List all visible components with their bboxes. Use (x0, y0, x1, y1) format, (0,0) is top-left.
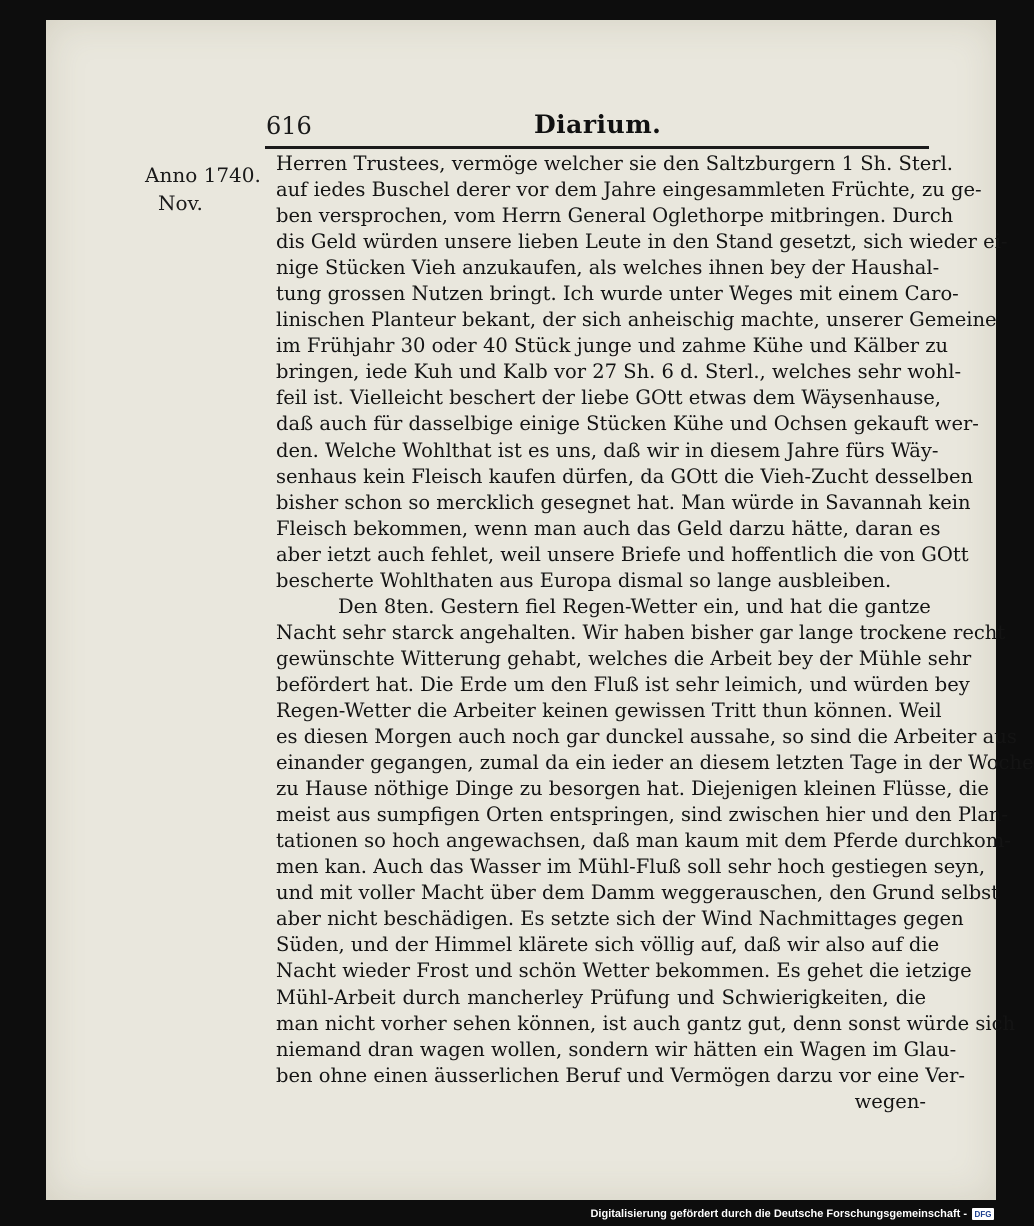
text-line: einander gegangen, zumal da ein ieder an diesem letzten Tage in der Woche (276, 751, 1034, 775)
text-line: zu Hause nöthige Dinge zu besorgen hat. Diejenigen kleinen Flüsse, die (276, 777, 989, 801)
page-header (266, 108, 926, 140)
text-line: und mit voller Macht über dem Damm weggerauschen, den Grund selbst (276, 881, 1000, 905)
margin-year: Anno 1740. (145, 163, 261, 187)
text-line: im Frühjahr 30 oder 40 Stück junge und zahme Kühe und Kälber zu (276, 334, 949, 358)
text-line: senhaus kein Fleisch kaufen dürfen, da GOtt die Vieh-Zucht desselben (276, 464, 974, 488)
text-line: ben ohne einen äusserlichen Beruf und Vermögen darzu vor eine Ver- (276, 1063, 966, 1087)
text-line: feil ist. Vielleicht beschert der liebe GOtt etwas dem Wäysenhause, (276, 386, 941, 410)
catchword: wegen- (854, 1089, 926, 1113)
text-line: tationen so hoch angewachsen, daß man kaum mit dem Pferde durchkom- (276, 829, 1011, 853)
text-line: ben versprochen, vom Herrn General Oglethorpe mitbringen. Durch (276, 204, 954, 228)
text-line: es diesen Morgen auch noch gar dunckel aussahe, so sind die Arbeiter aus (276, 725, 1017, 749)
margin-month: Nov. (158, 191, 203, 215)
text-line: Fleisch bekommen, wenn man auch das Geld darzu hätte, daran es (276, 516, 941, 540)
text-line: tung grossen Nutzen bringt. Ich wurde unter Weges mit einem Caro- (276, 282, 959, 306)
header-rule (265, 146, 929, 149)
text-line: den. Welche Wohlthat ist es uns, daß wir in diesem Jahre fürs Wäy- (276, 438, 939, 462)
running-head: Diarium. (534, 110, 662, 139)
text-line: Nacht sehr starck angehalten. Wir haben bisher gar lange trockene recht (276, 620, 1006, 644)
page-number: 616 (266, 112, 312, 140)
text-line: gewünschte Witterung gehabt, welches die Arbeit bey der Mühle sehr (276, 646, 972, 670)
text-line: Mühl-Arbeit durch mancherley Prüfung und Schwierigkeiten, die (276, 985, 926, 1009)
text-line: dis Geld würden unsere lieben Leute in den Stand gesetzt, sich wieder ei- (276, 230, 1008, 254)
text-line: men kan. Auch das Wasser im Mühl-Fluß soll sehr hoch gestiegen seyn, (276, 855, 986, 879)
text-line: bringen, iede Kuh und Kalb vor 27 Sh. 6 d. Sterl., welches sehr wohl- (276, 360, 962, 384)
text-line: daß auch für dasselbige einige Stücken Kühe und Ochsen gekauft wer- (276, 412, 979, 436)
text-line: auf iedes Buschel derer vor dem Jahre eingesammleten Früchte, zu ge- (276, 178, 982, 202)
credit-text: Digitalisierung gefördert durch die Deutsche Forschungsgemeinschaft - (590, 1208, 967, 1220)
text-line: aber nicht beschädigen. Es setzte sich der Wind Nachmittages gegen (276, 907, 964, 931)
text-line: Regen-Wetter die Arbeiter keinen gewissen Tritt thun können. Weil (276, 698, 942, 722)
text-line: man nicht vorher sehen können, ist auch gantz gut, denn sonst würde sich (276, 1011, 1016, 1035)
text-line: Süden, und der Himmel klärete sich völlig auf, daß wir also auf die (276, 933, 940, 957)
text-line: meist aus sumpfigen Orten entspringen, sind zwischen hier und den Plan- (276, 803, 1009, 827)
text-line: befördert hat. Die Erde um den Fluß ist sehr leimich, und würden bey (276, 672, 970, 696)
text-line: niemand dran wagen wollen, sondern wir hätten ein Wagen im Glau- (276, 1037, 957, 1061)
digitization-credit (590, 1206, 994, 1222)
text-line: bescherte Wohlthaten aus Europa dismal so lange ausbleiben. (276, 568, 892, 592)
text-line: bisher schon so mercklich gesegnet hat. Man würde in Savannah kein (276, 490, 971, 514)
text-line: Nacht wieder Frost und schön Wetter bekommen. Es gehet die ietzige (276, 959, 972, 983)
text-line: aber ietzt auch fehlet, weil unsere Briefe und hoffentlich die von GOtt (276, 542, 969, 566)
text-line: Den 8ten. Gestern fiel Regen-Wetter ein, und hat die gantze (338, 594, 931, 618)
dfg-logo[interactable]: DFG (972, 1208, 994, 1220)
text-line: nige Stücken Vieh anzukaufen, als welches ihnen bey der Haushal- (276, 256, 940, 280)
text-line: Herren Trustees, vermöge welcher sie den Saltzburgern 1 Sh. Sterl. (276, 152, 954, 175)
text-line: linischen Planteur bekant, der sich anheischig machte, unserer Gemeine (276, 308, 997, 332)
body-text (276, 151, 1034, 1115)
